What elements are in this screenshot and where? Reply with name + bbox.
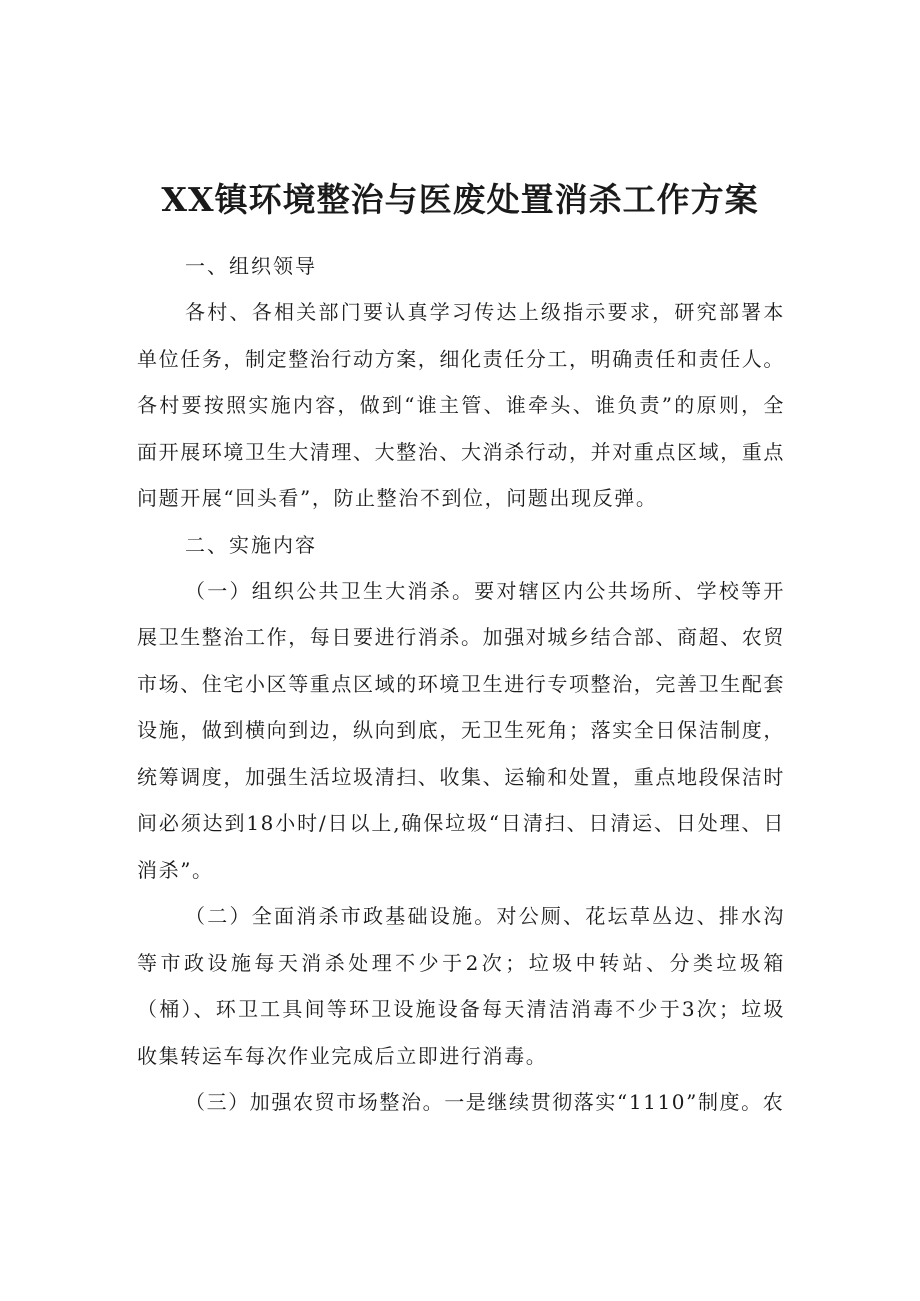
paragraph-market-rectification: （三）加强农贸市场整治。一是继续贯彻落实“1110”制度。农 bbox=[185, 1090, 785, 1114]
paragraph-public-disinfection: （一）组织公共卫生大消杀。要对辖区内公共场所、学校等开展卫生整治工作，每日要进行消杀。加强对城乡结合部、商超、农贸市场、住宅小区等重点区域的环境卫生进行专项整治，完善卫生配套设施，做到横向到边，纵向到底，无卫生死角；落实全日保洁制度，统筹调度，加强生活垃圾清扫、收集、运输和处置，重点地段保洁时间必须达到18小时/日以上,确保垃圾“日清扫、日清运、日处理、日消杀”。 bbox=[137, 578, 785, 882]
paragraph-organization: 各村、各相关部门要认真学习传达上级指示要求，研究部署本单位任务，制定整治行动方案，细化责任分工，明确责任和责任人。各村要按照实施内容，做到“谁主管、谁牵头、谁负责”的原则，全面开展环境卫生大清理、大整治、大消杀行动，并对重点区域，重点问题开展“回头看”，防止整治不到位，问题出现反弹。 bbox=[137, 300, 785, 510]
paragraph-municipal-facilities: （二）全面消杀市政基础设施。对公厕、花坛草丛边、排水沟等市政设施每天消杀处理不少于2次；垃圾中转站、分类垃圾箱（桶）、环卫工具间等环卫设施设备每天清洁消毒不少于3次；垃圾收集转运车每次作业完成后立即进行消毒。 bbox=[137, 904, 785, 1068]
section-heading-implementation: 二、实施内容 bbox=[185, 532, 317, 557]
section-heading-organization: 一、组织领导 bbox=[185, 254, 317, 278]
document-title: XX镇环境整治与医废处置消杀工作方案 bbox=[161, 180, 759, 219]
document-body bbox=[137, 243, 785, 1126]
